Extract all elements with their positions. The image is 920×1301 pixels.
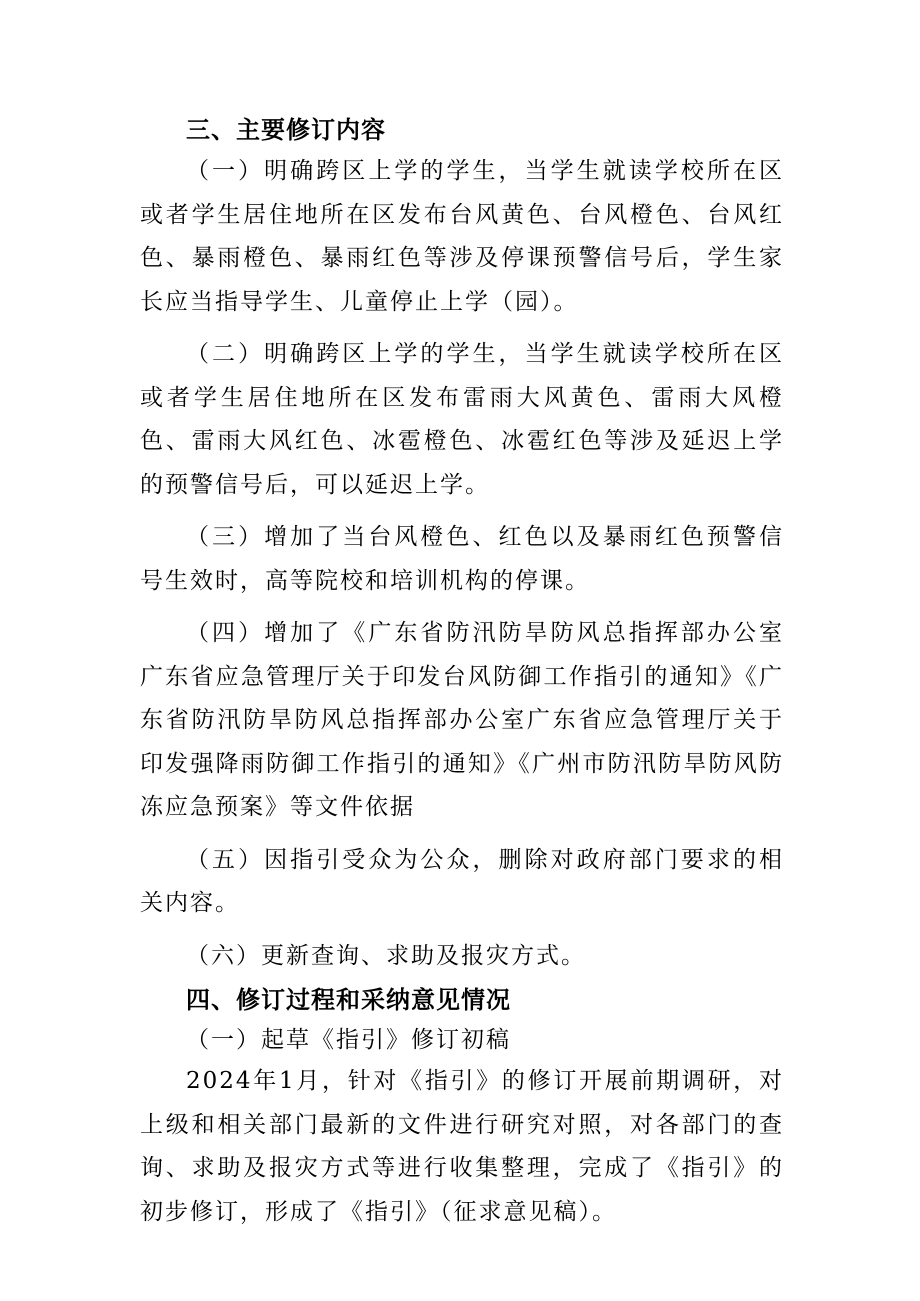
section-heading-revision-content: 三、主要修订内容 [186,116,386,144]
subheading-draft: （一）起草《指引》修订初稿 [186,1027,511,1053]
paragraph: （五）因指引受众为公众，删除对政府部门要求的相关内容。 [140,846,784,916]
paragraph: （一）明确跨区上学的学生，当学生就读学校所在区或者学生居住地所在区发布台风黄色、台风橙色、台风红色、暴雨橙色、暴雨红色等涉及停课预警信号后，学生家长应当指导学生、儿童停止上学（园）。 [140,158,784,315]
paragraph: （六）更新查询、求助及报灾方式。 [186,942,586,969]
section-heading-revision-process: 四、修订过程和采纳意见情况 [186,986,511,1014]
document-body [140,110,784,1234]
paragraph: （二）明确跨区上学的学生，当学生就读学校所在区或者学生居住地所在区发布雷雨大风黄色、雷雨大风橙色、雷雨大风红色、冰雹橙色、冰雹红色等涉及延迟上学的预警信号后，可以延迟上学。 [140,341,784,498]
paragraph: （三）增加了当台风橙色、红色以及暴雨红色预警信号生效时，高等院校和培训机构的停课。 [140,524,784,594]
paragraph: （四）增加了《广东省防汛防旱防风总指挥部办公室广东省应急管理厅关于印发台风防御工作指引的通知》《广东省防汛防旱防风总指挥部办公室广东省应急管理厅关于印发强降雨防御工作指引的通知》《广州市防汛防旱防风防冻应急预案》等文件依据 [140,620,784,820]
paragraph: 2024年1月，针对《指引》的修订开展前期调研，对上级和相关部门最新的文件进行研究对照，对各部门的查询、求助及报灾方式等进行收集整理，完成了《指引》的初步修订，形成了《指引》（征求意见稿）。 [140,1068,784,1225]
